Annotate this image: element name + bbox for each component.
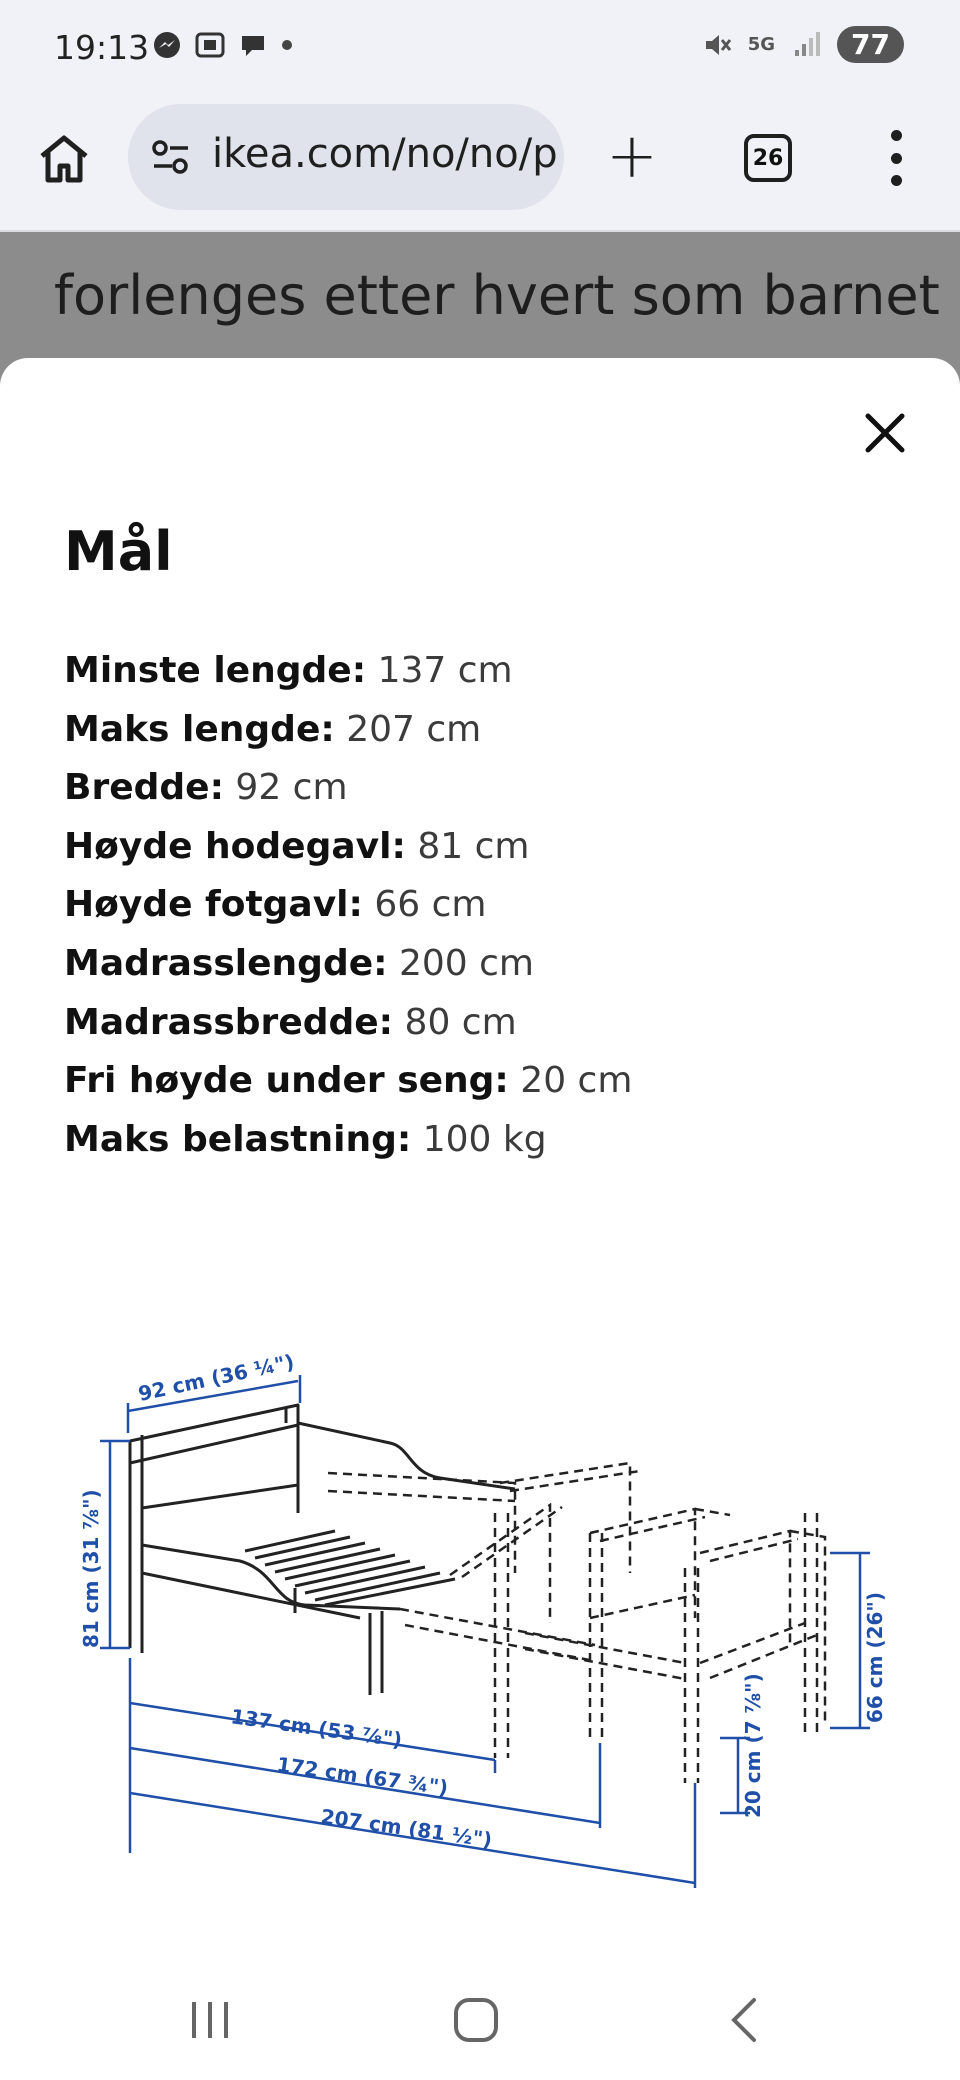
dimension-label: Madrassbredde: <box>64 1001 394 1043</box>
dimension-value: 137 cm <box>377 650 513 691</box>
dimension-label: Minste lengde: <box>64 650 367 691</box>
back-icon[interactable] <box>716 1990 776 2050</box>
messenger-icon <box>152 30 182 60</box>
dimensions-list <box>64 642 632 1169</box>
dimension-row <box>64 642 632 701</box>
max-length-dimension-label: 207 cm (81 ½") <box>319 1804 494 1852</box>
screenshot-icon <box>194 30 226 60</box>
more-menu-icon[interactable] <box>880 130 912 186</box>
dimension-value: 200 cm <box>398 942 535 984</box>
foot-height-dimension-label: 66 cm (26") <box>863 1592 887 1723</box>
dimension-label: Fri høyde under seng: <box>64 1060 509 1102</box>
signal-icon <box>791 30 821 60</box>
mute-icon <box>702 30 732 60</box>
dimension-value: 20 cm <box>520 1060 633 1102</box>
chat-bubble-icon <box>238 30 268 60</box>
dimension-row <box>64 1111 632 1170</box>
network-type: 5G <box>747 34 776 55</box>
dimensions-sheet <box>0 358 960 2080</box>
system-icons <box>702 26 904 63</box>
dimension-row <box>64 876 632 935</box>
dimension-row <box>64 1052 632 1111</box>
notification-icons <box>152 30 294 60</box>
dimension-label: Maks lengde: <box>64 708 335 750</box>
dimension-label: Maks belastning: <box>64 1118 412 1160</box>
sheet-title: Mål <box>64 520 173 583</box>
mid-length-dimension-label: 172 cm (67 ¾") <box>275 1752 450 1800</box>
width-dimension-label: 92 cm (36 ¼") <box>136 1349 297 1406</box>
address-bar[interactable] <box>128 104 564 210</box>
new-tab-button[interactable]: + <box>606 119 658 192</box>
clearance-dimension-label: 20 cm (7 ⅞") <box>741 1673 765 1818</box>
dimension-row <box>64 935 632 994</box>
dimension-row <box>64 701 632 760</box>
dimension-row <box>64 994 632 1053</box>
url-text: ikea.com/no/no/p <box>212 131 558 177</box>
battery-indicator: 77 <box>837 26 904 63</box>
close-icon[interactable] <box>860 408 910 458</box>
dimension-value: 100 kg <box>422 1118 547 1160</box>
home-nav-icon[interactable] <box>446 1990 506 2050</box>
home-icon[interactable] <box>36 130 92 186</box>
site-settings-icon[interactable] <box>150 136 192 178</box>
status-bar <box>0 0 960 100</box>
dimension-row <box>64 759 632 818</box>
dimension-row <box>64 818 632 877</box>
bed-dimension-diagram <box>70 1313 900 1933</box>
status-time: 19:13 <box>54 28 150 67</box>
dimension-value: 66 cm <box>374 884 487 926</box>
system-nav-bar <box>0 1960 960 2080</box>
dimension-value: 92 cm <box>235 767 348 809</box>
dimension-label: Høyde hodegavl: <box>64 825 406 867</box>
dimension-value: 207 cm <box>346 708 482 750</box>
dimension-label: Bredde: <box>64 767 224 809</box>
dot-icon <box>280 30 294 60</box>
head-height-dimension-label: 81 cm (31 ⅞") <box>79 1489 103 1648</box>
dimension-label: Høyde fotgavl: <box>64 884 363 926</box>
browser-toolbar <box>0 100 960 232</box>
background-text: forlenges etter hvert som barnet <box>54 264 940 327</box>
tab-switcher-button[interactable]: 26 <box>744 134 792 182</box>
dimension-value: 81 cm <box>417 825 530 867</box>
dimension-value: 80 cm <box>404 1001 517 1043</box>
dimension-label: Madrasslengde: <box>64 942 388 984</box>
min-length-dimension-label: 137 cm (53 ⅞") <box>229 1704 404 1752</box>
recents-icon[interactable] <box>180 1990 240 2050</box>
